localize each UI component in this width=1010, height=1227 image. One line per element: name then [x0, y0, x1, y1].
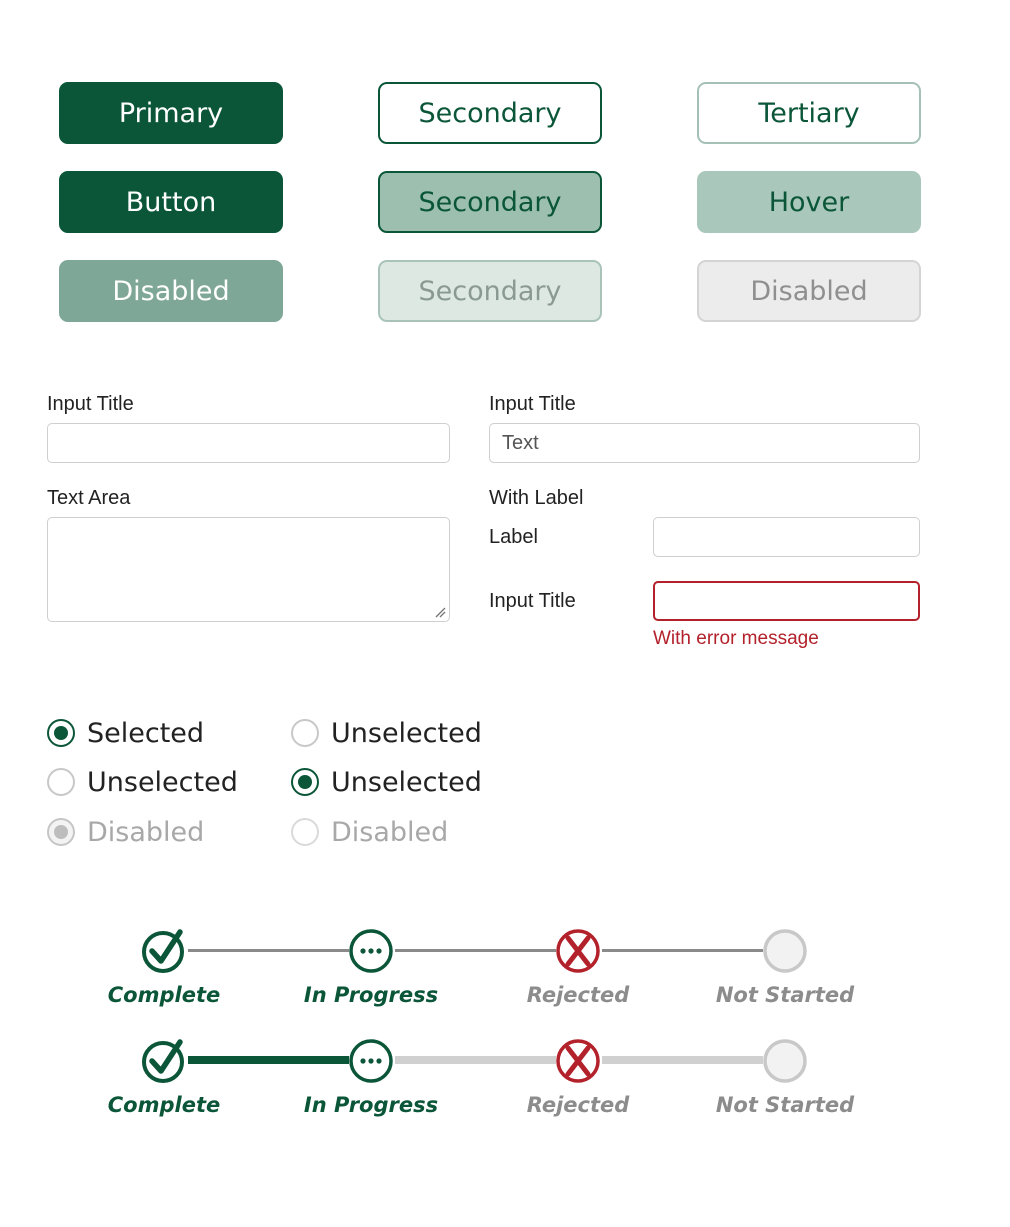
- step-label-rejected: Rejected: [526, 983, 630, 1007]
- resize-grip-icon[interactable]: [434, 606, 446, 618]
- secondary-button-disabled: Secondary: [378, 260, 602, 322]
- radio-label: Selected: [87, 717, 205, 749]
- radio-disabled-unselected: [291, 815, 448, 849]
- step-label-complete: Complete: [107, 983, 221, 1007]
- error-input-label: Input Title: [489, 590, 576, 612]
- step-label-in-progress: In Progress: [303, 1093, 439, 1117]
- radio-selected-icon: [291, 768, 319, 796]
- inline-label: Label: [489, 526, 538, 548]
- radio-disabled-selected: [47, 815, 204, 849]
- step-label-not-started: Not Started: [715, 983, 855, 1007]
- with-label-title: With Label: [489, 487, 584, 509]
- stepper-connector-filled: [188, 1056, 349, 1064]
- labeled-input[interactable]: [653, 517, 920, 557]
- step-label-in-progress: In Progress: [303, 983, 439, 1007]
- radio-label: Unselected: [87, 766, 238, 798]
- check-circle-icon: [140, 926, 188, 974]
- more-dots-icon: [347, 1037, 395, 1085]
- input-title-1: Input Title: [47, 393, 134, 415]
- primary-button[interactable]: Primary: [59, 82, 283, 144]
- stepper-connector: [188, 949, 349, 952]
- text-area[interactable]: [47, 517, 450, 622]
- stepper-connector: [395, 949, 556, 952]
- stepper-connector: [395, 1056, 556, 1064]
- radio-disabled-unselected-icon: [291, 818, 319, 846]
- stepper-connector: [602, 949, 763, 952]
- tertiary-button-disabled: Disabled: [697, 260, 921, 322]
- radio-label: Disabled: [87, 816, 205, 848]
- progress-stepper-2: [0, 1036, 1010, 1136]
- input-title-2: Input Title: [489, 393, 576, 415]
- radio-disabled-selected-icon: [47, 818, 75, 846]
- check-circle-icon: [140, 1036, 188, 1084]
- step-label-rejected: Rejected: [526, 1093, 630, 1117]
- primary-button-disabled: Disabled: [59, 260, 283, 322]
- text-input-1[interactable]: [47, 423, 450, 463]
- radio-label: Disabled: [331, 816, 449, 848]
- radio-unselected[interactable]: [47, 765, 238, 799]
- radio-label: Unselected: [331, 766, 482, 798]
- error-input[interactable]: [653, 581, 920, 621]
- empty-circle-icon: [761, 1037, 809, 1085]
- radio-selected[interactable]: [291, 765, 482, 799]
- x-circle-icon: [554, 927, 602, 975]
- radio-selected-icon: [47, 719, 75, 747]
- primary-button-pressed[interactable]: Button: [59, 171, 283, 233]
- secondary-button-hover[interactable]: Secondary: [378, 171, 602, 233]
- stepper-connector: [602, 1056, 763, 1064]
- tertiary-button-hover[interactable]: Hover: [697, 171, 921, 233]
- error-message: With error message: [653, 628, 819, 649]
- radio-unselected-icon: [47, 768, 75, 796]
- radio-selected[interactable]: [47, 716, 204, 750]
- progress-stepper-1: [0, 926, 1010, 1026]
- secondary-button[interactable]: Secondary: [378, 82, 602, 144]
- x-circle-icon: [554, 1037, 602, 1085]
- textarea-title: Text Area: [47, 487, 131, 509]
- radio-unselected[interactable]: [291, 716, 482, 750]
- text-input-2[interactable]: Text: [489, 423, 920, 463]
- step-label-not-started: Not Started: [715, 1093, 855, 1117]
- more-dots-icon: [347, 927, 395, 975]
- radio-label: Unselected: [331, 717, 482, 749]
- radio-unselected-icon: [291, 719, 319, 747]
- tertiary-button[interactable]: Tertiary: [697, 82, 921, 144]
- empty-circle-icon: [761, 927, 809, 975]
- step-label-complete: Complete: [107, 1093, 221, 1117]
